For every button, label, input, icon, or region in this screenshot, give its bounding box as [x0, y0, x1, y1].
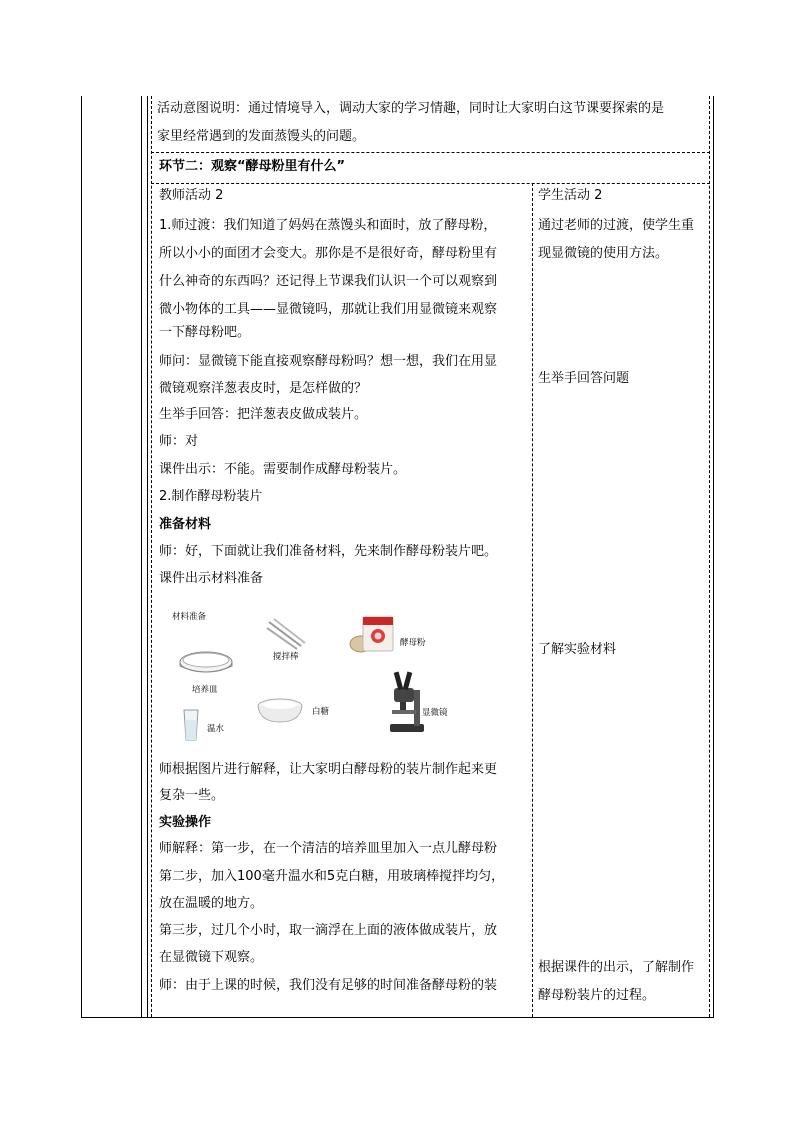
- petri-dish-icon: [178, 648, 234, 678]
- intent-note-line1: 活动意图说明：通过情境导入，调动大家的学习情趣，同时让大家明白这节课要探索的是: [157, 101, 665, 116]
- sugar-bowl-icon: [256, 696, 304, 724]
- sugar-label: 白糖: [312, 707, 330, 717]
- microscope-icon: [384, 668, 428, 734]
- inner-dash-right: [709, 96, 710, 1017]
- table-border-col2: [147, 96, 148, 1018]
- student-line: 了解实验材料: [538, 642, 617, 657]
- yeast-label: 酵母粉: [400, 638, 426, 648]
- stir-rod-icon: [265, 616, 307, 650]
- dash-row-2: [151, 183, 710, 184]
- teacher-line: 师：好，下面就让我们准备材料，先来制作酵母粉装片吧。: [159, 544, 498, 559]
- table-border-right: [713, 96, 714, 1018]
- materials-figure: [160, 604, 460, 752]
- teacher-line: 一下酵母粉吧。: [159, 325, 251, 340]
- student-activity-header: 学生活动 2: [538, 188, 603, 203]
- dish-label: 培养皿: [192, 685, 218, 695]
- teacher-line: 2.制作酵母粉装片: [159, 489, 263, 504]
- teacher-line: 师解释：第一步，在一个清洁的培养皿里加入一点儿酵母粉: [159, 841, 498, 856]
- teacher-line: 课件出示：不能。需要制作成酵母粉装片。: [159, 462, 407, 477]
- teacher-line: 第三步，过几个小时，取一滴浮在上面的液体做成装片，放: [159, 923, 498, 938]
- teacher-line: 课件出示材料准备: [159, 571, 264, 586]
- prep-materials-heading: 准备材料: [159, 517, 212, 532]
- intent-note-line2: 家里经常遇到的发面蒸馒头的问题。: [157, 129, 366, 144]
- inner-dash-left: [151, 96, 152, 1017]
- teacher-line: 什么神奇的东西吗？还记得上节课我们认识一个可以观察到: [159, 274, 498, 289]
- table-border-col1: [141, 96, 142, 1018]
- student-line: 现显微镜的使用方法。: [538, 246, 669, 261]
- water-glass-icon: [182, 708, 200, 742]
- student-line: 酵母粉装片的过程。: [538, 988, 656, 1003]
- student-line: 通过老师的过渡，使学生重: [538, 218, 695, 233]
- teacher-line: 师：对: [159, 434, 199, 449]
- teacher-line: 复杂一些。: [159, 788, 225, 803]
- table-border-bottom: [81, 1017, 714, 1018]
- table-border-left: [81, 96, 82, 1018]
- teacher-line: 师问：显微镜下能直接观察酵母粉吗？想一想，我们在用显: [159, 354, 498, 369]
- dash-column-split: [532, 183, 533, 1017]
- teacher-line: 放在温暖的地方。: [159, 896, 264, 911]
- experiment-heading: 实验操作: [159, 815, 212, 830]
- water-label: 温水: [207, 724, 225, 734]
- teacher-line: 第二步，加入100毫升温水和5克白糖，用玻璃棒搅拌均匀，: [159, 869, 505, 884]
- teacher-line: 微镜观察洋葱表皮时，是怎样做的？: [159, 381, 368, 396]
- yeast-packet-icon: [349, 614, 395, 656]
- teacher-line: 1.师过渡：我们知道了妈妈在蒸馒头和面时，放了酵母粉，: [159, 218, 497, 233]
- teacher-line: 微小物体的工具——显微镜吗，那就让我们用显微镜来观察: [159, 302, 498, 317]
- section-title: 环节二：观察“酵母粉里有什么”: [159, 159, 346, 174]
- teacher-activity-header: 教师活动 2: [159, 188, 224, 203]
- teacher-line: 师根据图片进行解释，让大家明白酵母粉的装片制作起来更: [159, 762, 498, 777]
- microscope-label: 显微镜: [422, 708, 448, 718]
- student-line: 根据课件的出示，了解制作: [538, 960, 695, 975]
- teacher-line: 生举手回答：把洋葱表皮做成装片。: [159, 407, 368, 422]
- stir-rod-label: 搅拌棒: [273, 652, 299, 662]
- teacher-line: 所以小小的面团才会变大。那你是不是很好奇，酵母粉里有: [159, 246, 498, 261]
- figure-title: 材料准备: [172, 612, 207, 622]
- student-line: 生举手回答问题: [538, 371, 630, 386]
- teacher-line: 在显微镜下观察。: [159, 950, 264, 965]
- teacher-line: 师：由于上课的时候，我们没有足够的时间准备酵母粉的装: [159, 978, 498, 993]
